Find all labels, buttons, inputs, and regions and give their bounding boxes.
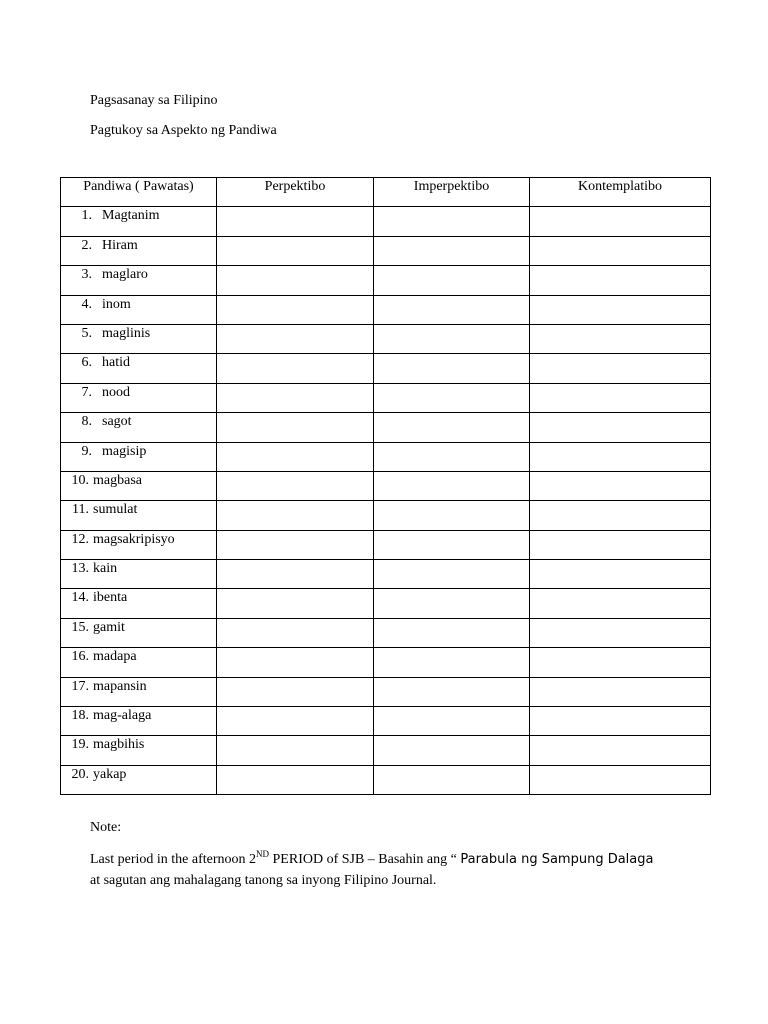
answer-cell-kontemplatibo (530, 589, 711, 618)
answer-cell-kontemplatibo (530, 501, 711, 530)
table-row (61, 501, 711, 530)
table-row (61, 413, 711, 442)
answer-cell-kontemplatibo (530, 707, 711, 736)
answer-cell-imperpektibo (374, 383, 530, 412)
answer-cell-imperpektibo (374, 618, 530, 647)
header-perpektibo: Perpektibo (217, 178, 374, 207)
verb-label: mag-alaga (93, 708, 152, 724)
answer-cell-perpektibo (217, 560, 374, 589)
table-row (61, 207, 711, 236)
answer-cell-kontemplatibo (530, 207, 711, 236)
verb-cell (61, 207, 217, 236)
table-row (61, 354, 711, 383)
answer-cell-imperpektibo (374, 295, 530, 324)
answer-cell-perpektibo (217, 236, 374, 265)
answer-cell-perpektibo (217, 736, 374, 765)
answer-cell-imperpektibo (374, 677, 530, 706)
answer-cell-imperpektibo (374, 560, 530, 589)
table-row (61, 589, 711, 618)
answer-cell-kontemplatibo (530, 236, 711, 265)
table-row (61, 471, 711, 500)
answer-cell-perpektibo (217, 295, 374, 324)
table-header-row (61, 178, 711, 207)
verb-label: sumulat (93, 502, 138, 518)
verb-label: Magtanim (102, 208, 160, 224)
item-number: 3. (81, 267, 92, 283)
answer-cell-kontemplatibo (530, 618, 711, 647)
answer-cell-perpektibo (217, 324, 374, 353)
answer-cell-perpektibo (217, 618, 374, 647)
item-number: 4. (81, 296, 92, 312)
answer-cell-perpektibo (217, 707, 374, 736)
verb-label: maglaro (102, 267, 148, 283)
table-body (61, 207, 711, 795)
note-text (90, 849, 690, 891)
table-row (61, 560, 711, 589)
header-pandiwa: Pandiwa ( Pawatas) (61, 178, 217, 207)
verb-cell (61, 530, 217, 559)
answer-cell-imperpektibo (374, 530, 530, 559)
note-text-part2: PERIOD of SJB – Basahin ang “ (269, 852, 461, 867)
verb-cell (61, 736, 217, 765)
document-subtitle: Pagtukoy sa Aspekto ng Pandiwa (90, 123, 277, 138)
verb-cell (61, 442, 217, 471)
item-number: 2. (81, 237, 92, 253)
answer-cell-imperpektibo (374, 413, 530, 442)
answer-cell-perpektibo (217, 266, 374, 295)
item-number: 18. (71, 708, 89, 724)
note-label: Note: (90, 820, 122, 835)
item-number: 12. (71, 531, 89, 547)
verb-aspect-table (60, 177, 711, 795)
item-number: 5. (81, 325, 92, 341)
item-number: 15. (71, 619, 89, 635)
table-row (61, 236, 711, 265)
table-row (61, 530, 711, 559)
answer-cell-perpektibo (217, 589, 374, 618)
verb-cell (61, 324, 217, 353)
verb-cell (61, 413, 217, 442)
item-number: 14. (71, 590, 89, 606)
answer-cell-imperpektibo (374, 471, 530, 500)
verb-cell (61, 501, 217, 530)
table-row (61, 383, 711, 412)
verb-cell (61, 471, 217, 500)
answer-cell-perpektibo (217, 442, 374, 471)
verb-label: mapansin (93, 678, 147, 694)
item-number: 7. (81, 384, 92, 400)
item-number: 10. (71, 472, 89, 488)
answer-cell-perpektibo (217, 207, 374, 236)
verb-label: sagot (102, 414, 132, 430)
table-row (61, 707, 711, 736)
answer-cell-kontemplatibo (530, 266, 711, 295)
verb-label: maglinis (102, 325, 151, 341)
verb-cell (61, 560, 217, 589)
table-row (61, 618, 711, 647)
answer-cell-imperpektibo (374, 765, 530, 794)
verb-cell (61, 354, 217, 383)
answer-cell-kontemplatibo (530, 354, 711, 383)
answer-cell-imperpektibo (374, 354, 530, 383)
verb-cell (61, 765, 217, 794)
verb-cell (61, 295, 217, 324)
verb-label: magisip (102, 443, 147, 459)
verb-label: Hiram (102, 237, 138, 253)
verb-label: nood (102, 384, 130, 400)
note-superscript: ND (256, 849, 270, 859)
verb-label: ibenta (93, 590, 128, 606)
verb-label: kain (93, 561, 118, 577)
table-row (61, 677, 711, 706)
verb-label: magbasa (93, 472, 142, 488)
item-number: 8. (81, 414, 92, 430)
answer-cell-kontemplatibo (530, 413, 711, 442)
verb-cell (61, 236, 217, 265)
answer-cell-imperpektibo (374, 736, 530, 765)
answer-cell-imperpektibo (374, 266, 530, 295)
verb-cell (61, 383, 217, 412)
item-number: 11. (72, 502, 89, 518)
verb-cell (61, 589, 217, 618)
table-row (61, 648, 711, 677)
item-number: 9. (81, 443, 92, 459)
item-number: 1. (81, 208, 92, 224)
answer-cell-perpektibo (217, 677, 374, 706)
answer-cell-kontemplatibo (530, 560, 711, 589)
answer-cell-kontemplatibo (530, 648, 711, 677)
verb-cell (61, 648, 217, 677)
document-title: Pagsasanay sa Filipino (90, 93, 218, 108)
item-number: 6. (81, 355, 92, 371)
answer-cell-kontemplatibo (530, 765, 711, 794)
answer-cell-imperpektibo (374, 207, 530, 236)
answer-cell-kontemplatibo (530, 471, 711, 500)
note-text-part3: Parabula ng Sampung Dalaga (460, 852, 654, 867)
answer-cell-kontemplatibo (530, 677, 711, 706)
verb-label: gamit (93, 619, 125, 635)
verb-cell (61, 618, 217, 647)
verb-label: madapa (93, 649, 137, 665)
answer-cell-kontemplatibo (530, 442, 711, 471)
answer-cell-perpektibo (217, 765, 374, 794)
header-imperpektibo: Imperpektibo (374, 178, 530, 207)
answer-cell-imperpektibo (374, 442, 530, 471)
item-number: 19. (71, 737, 89, 753)
answer-cell-imperpektibo (374, 648, 530, 677)
note-text-part4: at sagutan ang mahalagang tanong sa inyong Filipino Journal. (90, 873, 437, 888)
note-text-part1: Last period in the afternoon 2 (90, 852, 257, 867)
answer-cell-perpektibo (217, 354, 374, 383)
answer-cell-imperpektibo (374, 707, 530, 736)
item-number: 16. (71, 649, 89, 665)
table-row (61, 736, 711, 765)
table-row (61, 295, 711, 324)
answer-cell-kontemplatibo (530, 736, 711, 765)
verb-label: magsakripisyo (93, 531, 175, 547)
verb-label: inom (102, 296, 131, 312)
answer-cell-imperpektibo (374, 589, 530, 618)
table-row (61, 324, 711, 353)
verb-cell (61, 707, 217, 736)
answer-cell-imperpektibo (374, 324, 530, 353)
table-row (61, 442, 711, 471)
verb-label: yakap (93, 766, 127, 782)
answer-cell-perpektibo (217, 383, 374, 412)
answer-cell-perpektibo (217, 471, 374, 500)
item-number: 13. (71, 561, 89, 577)
answer-cell-kontemplatibo (530, 530, 711, 559)
verb-label: hatid (102, 355, 130, 371)
table-row (61, 266, 711, 295)
answer-cell-kontemplatibo (530, 383, 711, 412)
item-number: 20. (71, 766, 89, 782)
verb-label: magbihis (93, 737, 145, 753)
answer-cell-kontemplatibo (530, 324, 711, 353)
item-number: 17. (71, 678, 89, 694)
answer-cell-kontemplatibo (530, 295, 711, 324)
answer-cell-perpektibo (217, 501, 374, 530)
verb-cell (61, 266, 217, 295)
table-row (61, 765, 711, 794)
answer-cell-perpektibo (217, 530, 374, 559)
answer-cell-perpektibo (217, 648, 374, 677)
answer-cell-imperpektibo (374, 501, 530, 530)
answer-cell-perpektibo (217, 413, 374, 442)
answer-cell-imperpektibo (374, 236, 530, 265)
verb-cell (61, 677, 217, 706)
header-kontemplatibo: Kontemplatibo (530, 178, 711, 207)
